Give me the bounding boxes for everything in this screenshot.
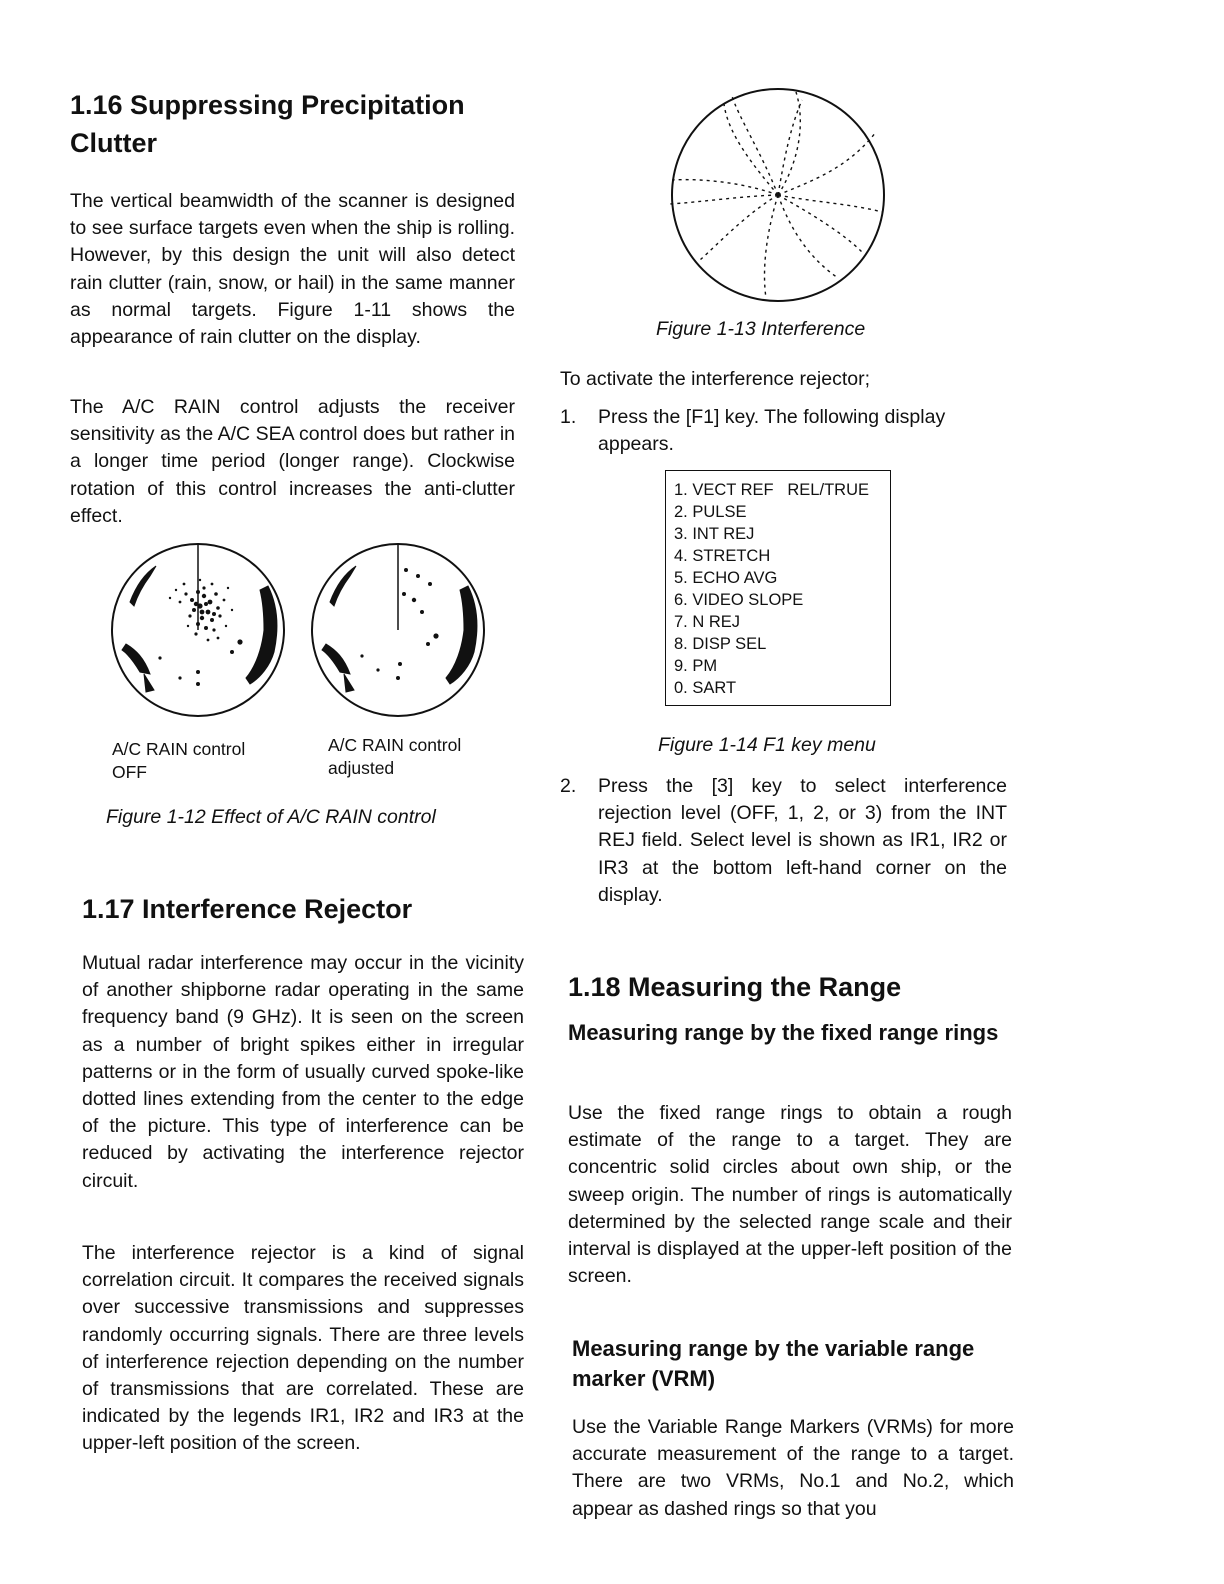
fig12-caption: Figure 1-12 Effect of A/C RAIN control: [106, 806, 436, 828]
menu-item-video-slope: 6. VIDEO SLOPE: [674, 591, 804, 609]
section-118-heading: 1.18 Measuring the Range: [568, 972, 902, 1002]
section-117-para2: The interference rejector is a kind of signal correlation circuit. It compares the received signals over successive transmissions and suppresses randomly occurring signals. There are three levels of interference rejection depending on the number of transmissions that are correlated. These are indicated by the legends IR1, IR2 and IR3 at the upper-left position of the screen.: [82, 1242, 524, 1455]
rain-clutter-dots: [158, 579, 242, 686]
step-1-number: 1.: [560, 406, 577, 428]
subheading-fixed-range-rings: Measuring range by the fixed range rings: [568, 1020, 999, 1045]
f1-key-menu-box: [665, 470, 891, 706]
fig14-caption: Figure 1-14 F1 key menu: [658, 734, 876, 756]
section-118-para2: Use the Variable Range Markers (VRMs) for more accurate measurement of the range to a target. There are two VRMs, No.1 and No.2, which appear as dashed rings so that you: [572, 1416, 1014, 1520]
residual-target-dots: [360, 568, 438, 680]
figure-1-13: [666, 84, 890, 306]
fig12-radar-scopes: [100, 540, 500, 720]
step-2-text: Press the [3] key to select interference rejection level (OFF, 1, 2, or 3) from the INT REJ field. Select level is shown as IR1, IR2 or IR3 at the bottom left-hand corner on the display.: [598, 775, 1007, 906]
section-116-para1: The vertical beamwidth of the scanner is designed to see surface targets even when the ship is rolling. However, by this design the unit will also detect rain clutter (rain, snow, or hail) in the same manner as normal targets. Figure 1-11 shows the appearance of rain clutter on the display.: [70, 190, 515, 349]
menu-item-pm: 9. PM: [674, 657, 718, 675]
menu-item-disp-sel: 8. DISP SEL: [674, 635, 767, 653]
menu-item-vect-ref: 1. VECT REF REL/TRUE: [674, 481, 869, 499]
radar-scope-adjusted: [312, 544, 484, 716]
fig12-label-adjusted: [328, 734, 528, 780]
fig12-label-adjusted-line2: adjusted: [328, 758, 395, 778]
step-2: [560, 773, 1007, 909]
section-116-heading-line1: 1.16 Suppressing Precipitation: [70, 90, 465, 120]
section-116-para2: The A/C RAIN control adjusts the receiver sensitivity as the A/C SEA control does but rather in a longer time period (longer range). Clockwise rotation of this control increases the anti-clutter effect.: [70, 396, 515, 527]
interference-rejector-intro: To activate the interference rejector;: [560, 368, 870, 390]
section-116-heading-line2: Clutter: [70, 128, 157, 158]
section-116-heading: [70, 86, 520, 162]
subheading-variable-range-marker: Measuring range by the variable range marker (VRM): [572, 1336, 975, 1391]
step-1: [560, 404, 1005, 458]
step-1-text: Press the [F1] key. The following display appears.: [598, 406, 946, 456]
menu-item-n-rej: 7. N REJ: [674, 613, 741, 631]
step-2-number: 2.: [560, 775, 577, 797]
radar-scope-off: [112, 544, 284, 716]
figure-1-12: [100, 540, 500, 720]
fig13-interference-scope: [666, 84, 890, 306]
section-118-para1: Use the fixed range rings to obtain a rough estimate of the range to a target. They are concentric solid circles about own ship, or the sweep origin. The number of rings is automatically determined by the selected range scale and their interval is displayed at the upper-left position of the screen.: [568, 1102, 1012, 1288]
fig13-caption: Figure 1-13 Interference: [656, 318, 866, 340]
fig12-label-off: [112, 738, 312, 784]
menu-item-echo-avg: 5. ECHO AVG: [674, 569, 778, 587]
fig12-label-off-line2: OFF: [112, 762, 147, 782]
section-117-para1: Mutual radar interference may occur in the vicinity of another shipborne radar operating in the same frequency band (9 GHz). It is seen on the screen as a number of bright spikes either in irregular patterns or in the form of usually curved spoke-like dotted lines extending from the center to the edge of the picture. This type of interference can be reduced by activating the interference rejector circuit.: [82, 952, 524, 1192]
interference-spokes: [670, 92, 882, 298]
menu-item-sart: 0. SART: [674, 679, 737, 697]
section-117-heading: 1.17 Interference Rejector: [82, 894, 413, 924]
menu-item-stretch: 4. STRETCH: [674, 547, 771, 565]
menu-item-pulse: 2. PULSE: [674, 503, 747, 521]
fig12-label-adjusted-line1: A/C RAIN control: [328, 735, 462, 755]
fig12-label-off-line1: A/C RAIN control: [112, 739, 246, 759]
menu-item-int-rej: 3. INT REJ: [674, 525, 755, 543]
